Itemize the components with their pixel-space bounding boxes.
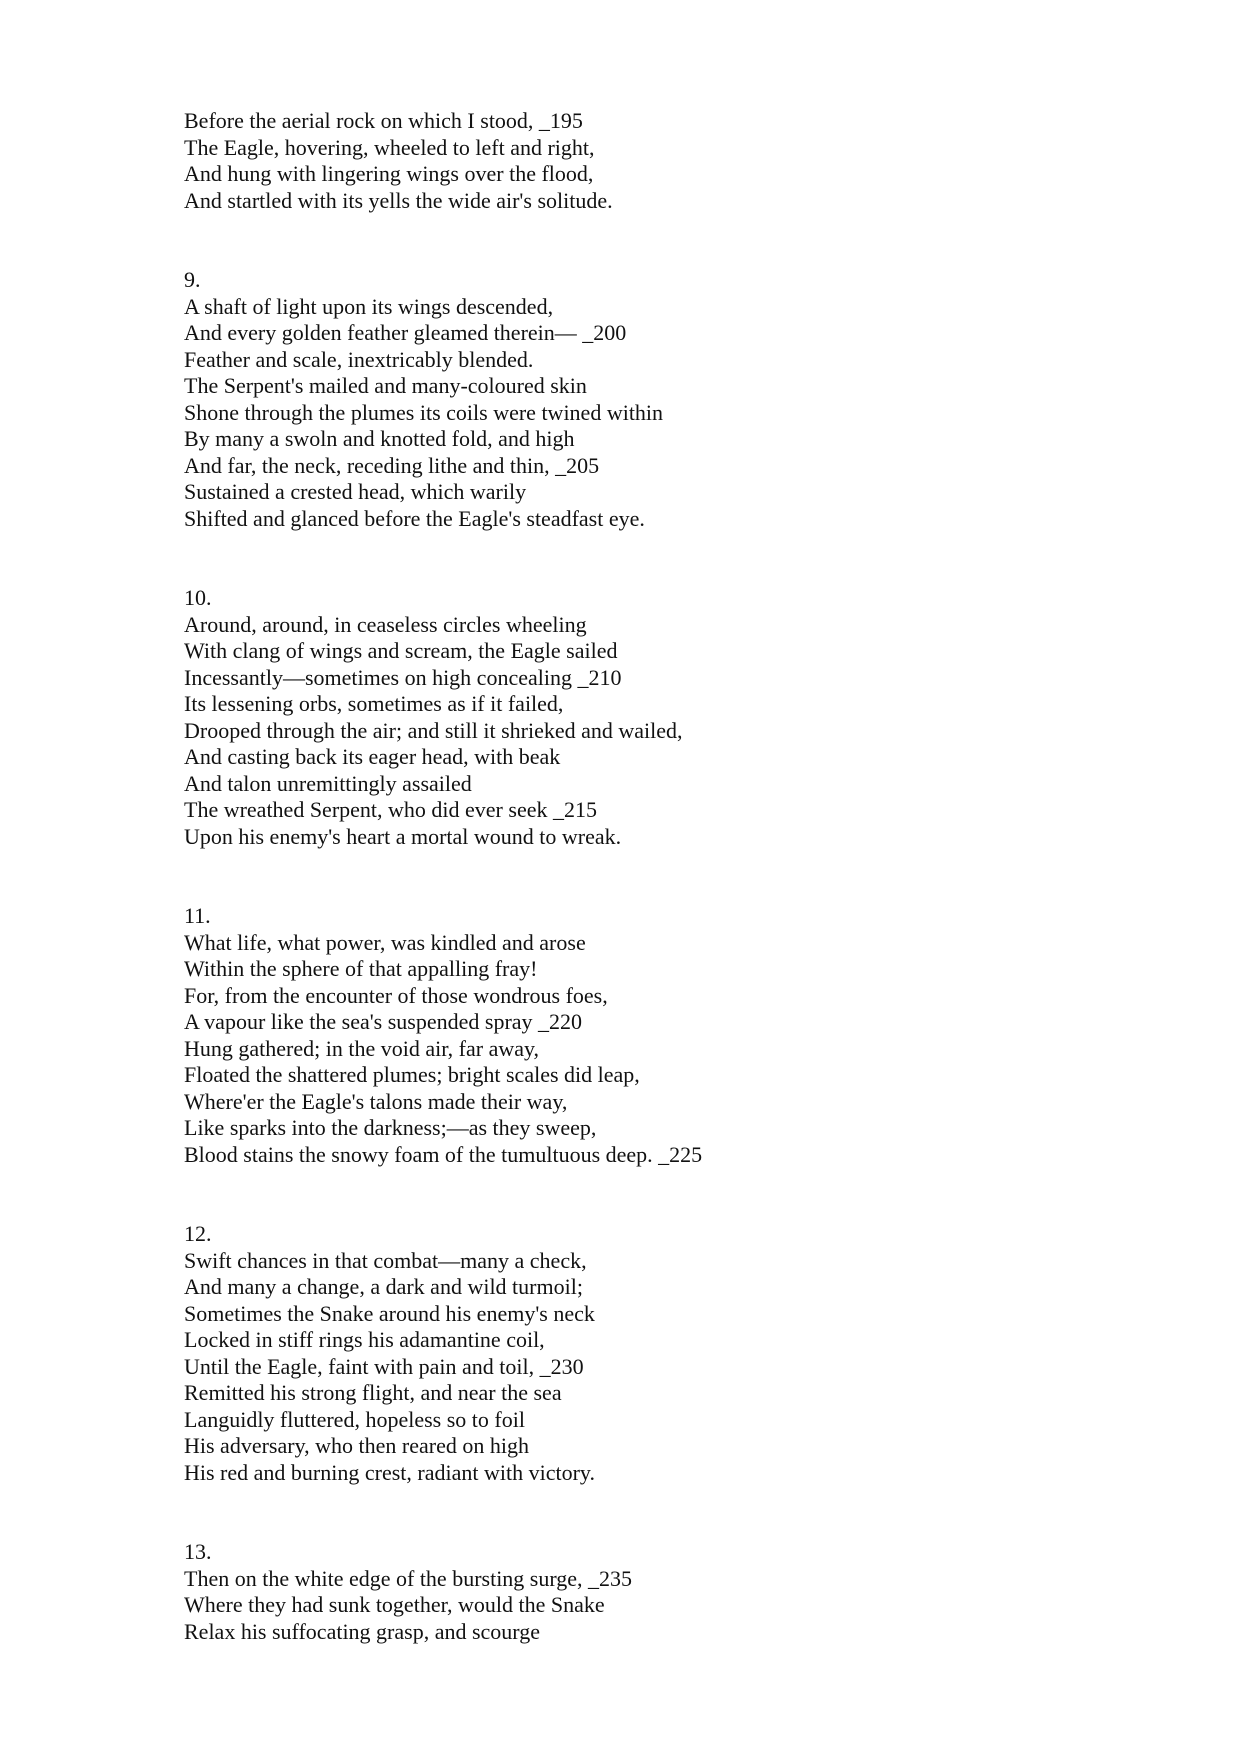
poem-line: The Eagle, hovering, wheeled to left and right, (184, 134, 595, 160)
poem-line: The wreathed Serpent, who did ever seek _215 (184, 797, 597, 822)
poem-line: And many a change, a dark and wild turmoil; (184, 1274, 583, 1299)
stanza-9 (184, 267, 1184, 532)
poem-line: Blood stains the snowy foam of the tumultuous deep. _225 (184, 1141, 703, 1167)
poem-page (184, 108, 1184, 1645)
poem-line: Until the Eagle, faint with pain and toil, _230 (184, 1353, 584, 1379)
poem-line: And hung with lingering wings over the flood, (184, 161, 594, 186)
poem-line: Sustained a crested head, which warily (184, 479, 527, 504)
stanza-10 (184, 585, 1184, 850)
stanza-number: 10. (184, 585, 212, 610)
poem-line: Swift chances in that combat—many a check, (184, 1247, 587, 1273)
poem-line: A shaft of light upon its wings descended, (184, 293, 554, 319)
poem-line: And casting back its eager head, with beak (184, 744, 561, 769)
poem-line: Sometimes the Snake around his enemy's neck (184, 1300, 595, 1326)
poem-line: With clang of wings and scream, the Eagle sailed (184, 638, 618, 663)
poem-line: And far, the neck, receding lithe and thin, _205 (184, 452, 600, 478)
poem-line: His adversary, who then reared on high (184, 1433, 529, 1458)
poem-line: Locked in stiff rings his adamantine coil, (184, 1327, 545, 1352)
poem-line: Like sparks into the darkness;—as they sweep, (184, 1115, 597, 1140)
poem-line: Within the sphere of that appalling fray! (184, 956, 538, 981)
poem-line: What life, what power, was kindled and arose (184, 929, 586, 955)
poem-line: And talon unremittingly assailed (184, 770, 472, 796)
poem-line: And every golden feather gleamed therein— _200 (184, 320, 627, 345)
poem-line: Drooped through the air; and still it shrieked and wailed, (184, 717, 683, 743)
poem-line: His red and burning crest, radiant with victory. (184, 1459, 595, 1485)
poem-line: A vapour like the sea's suspended spray _220 (184, 1009, 583, 1034)
poem-line: Around, around, in ceaseless circles wheeling (184, 611, 587, 637)
poem-line: Before the aerial rock on which I stood, _195 (184, 108, 583, 133)
poem-line: Incessantly—sometimes on high concealing _210 (184, 664, 622, 690)
poem-line: And startled with its yells the wide air's solitude. (184, 187, 613, 213)
poem-line: The Serpent's mailed and many-coloured skin (184, 373, 587, 398)
stanza-11 (184, 903, 1184, 1168)
poem-line: For, from the encounter of those wondrous foes, (184, 982, 608, 1008)
poem-line: Then on the white edge of the bursting surge, _235 (184, 1565, 633, 1591)
poem-line: Remitted his strong flight, and near the sea (184, 1380, 562, 1405)
stanza-number: 11. (184, 903, 211, 928)
opening-fragment (184, 108, 1184, 214)
poem-line: By many a swoln and knotted fold, and high (184, 426, 575, 451)
stanza-13 (184, 1539, 1184, 1645)
poem-line: Feather and scale, inextricably blended. (184, 346, 534, 372)
poem-line: Its lessening orbs, sometimes as if it failed, (184, 691, 564, 716)
poem-line: Upon his enemy's heart a mortal wound to wreak. (184, 823, 622, 849)
stanza-number: 13. (184, 1539, 212, 1564)
poem-line: Where'er the Eagle's talons made their way, (184, 1088, 568, 1114)
poem-line: Floated the shattered plumes; bright scales did leap, (184, 1062, 640, 1087)
stanza-12 (184, 1221, 1184, 1486)
poem-line: Shifted and glanced before the Eagle's steadfast eye. (184, 505, 645, 531)
poem-line: Relax his suffocating grasp, and scourge (184, 1618, 540, 1644)
poem-line: Hung gathered; in the void air, far away, (184, 1035, 540, 1061)
stanza-number: 9. (184, 267, 201, 292)
poem-line: Shone through the plumes its coils were twined within (184, 399, 664, 425)
stanza-number: 12. (184, 1221, 212, 1246)
poem-line: Where they had sunk together, would the Snake (184, 1592, 605, 1617)
poem-line: Languidly fluttered, hopeless so to foil (184, 1406, 525, 1432)
